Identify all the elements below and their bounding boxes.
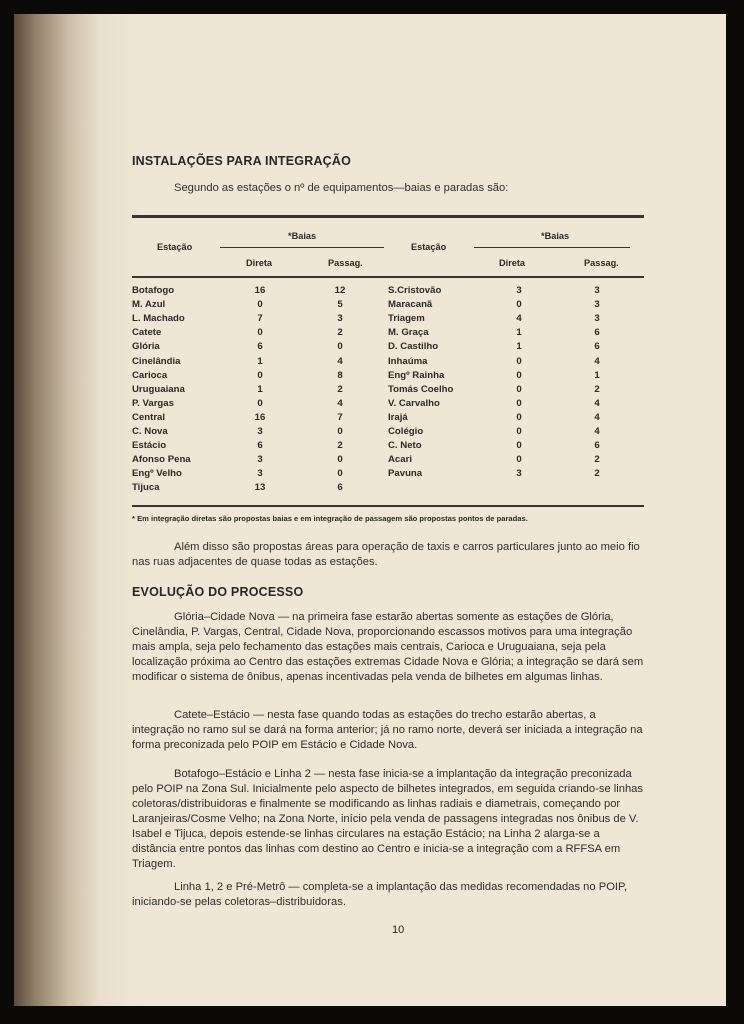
pass-value: 2 [337,440,343,452]
pass-value: 8 [337,369,343,381]
station-name: D. Castilho [388,341,439,353]
station-name: C. Nova [132,425,168,437]
pass-value: 3 [594,299,600,311]
pass-value: 0 [337,425,343,437]
header-direct-left: Direta [246,258,273,268]
pass-value: 3 [594,313,600,325]
direct-value: 0 [516,355,522,367]
direct-value: 3 [516,285,522,297]
table-row [132,326,644,340]
direct-value: 16 [254,285,266,297]
paragraph-areas: Além disso são propostas áreas para operação de taxis e carros particulares junto ao meio fio nas ruas adjacentes de quase todas as estações. [132,541,640,568]
table-top-rule [132,215,644,218]
paragraph-catete-estacio: Catete–Estácio — nesta fase quando todas as estações do trecho estarão abertas, a integração no ramo sul se dará na forma anterior; já no ramo norte, deverá ser iniciada a integração na forma preconizada pelo POIP em Estácio e Cidade Nova. [132,709,643,751]
pass-value [550,481,644,495]
pass-value: 6 [594,327,600,339]
direct-value: 7 [257,313,263,325]
station-name: L. Machado [132,313,185,325]
station-name [388,481,488,495]
direct-value: 0 [516,425,522,437]
table-row [132,481,644,495]
direct-value: 0 [257,327,263,339]
direct-value: 16 [254,411,266,423]
paragraph-linha-premetro: Linha 1, 2 e Pré-Metrô — completa-se a implantação das medidas recomendadas no POIP, iniciando-se pelas coletoras–distribuidoras. [132,881,628,908]
header-pass-left: Passag. [328,258,363,268]
station-name: Catete [132,327,162,339]
table-row [132,467,644,481]
direct-value: 4 [516,313,522,325]
direct-value: 1 [257,383,263,395]
direct-value: 0 [516,299,522,311]
pass-value: 6 [337,482,343,494]
header-pass-right: Passag. [584,258,619,268]
station-name: Tijuca [132,482,160,494]
table-row [132,312,644,326]
direct-value: 1 [257,355,263,367]
stations-table [132,284,644,495]
page-edge [726,14,744,1006]
direct-value: 0 [516,397,522,409]
table-row [132,397,644,411]
table-row [132,284,644,298]
section-title-evolution: EVOLUÇÃO DO PROCESSO [132,585,304,599]
table-row [132,411,644,425]
station-name: C. Neto [388,440,422,452]
pass-value: 4 [594,397,600,409]
direct-value: 1 [516,327,522,339]
pass-value: 4 [337,397,343,409]
table-row [132,369,644,383]
direct-value: 0 [516,440,522,452]
direct-value: 0 [516,454,522,466]
station-name: Tomás Coelho [388,383,454,395]
station-name: Inhaúma [388,355,428,367]
station-name: S.Cristovão [388,285,442,297]
pass-value: 0 [337,341,343,353]
header-baias-left: *Baias [288,231,317,241]
station-name: Uruguaiana [132,383,185,395]
direct-value: 3 [257,454,263,466]
station-name: Carioca [132,369,168,381]
direct-value: 0 [516,383,522,395]
pass-value: 2 [594,454,600,466]
table-row [132,298,644,312]
header-station-left: Estação [157,242,193,252]
pass-value: 2 [594,383,600,395]
table-row [132,383,644,397]
direct-value: 1 [516,341,522,353]
table-header-bottom-rule [132,276,644,278]
station-name: Irajá [388,411,408,423]
station-name: P. Vargas [132,397,174,409]
table-row [132,354,644,368]
pass-value: 3 [337,313,343,325]
direct-value: 0 [516,369,522,381]
table-row [132,453,644,467]
station-name: Colégio [388,425,424,437]
station-name: Glória [132,341,160,353]
pass-value: 4 [337,355,343,367]
page-number: 10 [392,924,405,936]
station-name: Engº Rainha [388,369,445,381]
station-name: Cinelândia [132,355,181,367]
paragraph-botafogo-linha2: Botafogo–Estácio e Linha 2 — nesta fase inicia-se a implantação da integração preconizada pelo POIP na Zona Sul. Inicialmente pelo aspecto de bilhetes integrados, em seguida criando-se linhas coletoras/distribuidoras e finalmente se modificando as linhas radiais e diametrais, começando por Laranjeiras/Cosme Velho; na Zona Norte, início pela venda de passagens integradas nos ônibus de V. Isabel e Tijuca, depois estende-se linhas circulares na estação Estácio; na Linha 2 alarga-se a distância entre pontos das linhas com destino ao Centro e inicia-se a integração com a RFFSA em Triagem. [132,768,644,870]
table-bottom-rule [132,505,644,507]
direct-value: 3 [257,468,263,480]
station-name: Acari [388,454,412,466]
pass-value: 1 [594,369,600,381]
station-name: Central [132,411,166,423]
station-name: M. Graça [388,327,429,339]
station-name: V. Carvalho [388,397,440,409]
station-name: Estácio [132,440,167,452]
header-baias-right: *Baias [541,231,570,241]
section-intro: Segundo as estações o nº de equipamentos—baias e paradas são: [174,182,509,194]
station-name: M. Azul [132,299,166,311]
station-name: Botafogo [132,285,175,297]
station-name: Maracanã [388,299,433,311]
table-footnote: * Em integração diretas são propostas baias e em integração de passagem são propostas pontos de paradas. [132,514,528,523]
pass-value: 5 [337,299,343,311]
pass-value: 2 [337,327,343,339]
pass-value: 4 [594,355,600,367]
station-name: Engº Velho [132,468,182,480]
pass-value: 7 [337,411,343,423]
direct-value: 0 [257,369,263,381]
pass-value: 0 [337,454,343,466]
direct-value: 0 [257,397,263,409]
direct-value: 0 [516,411,522,423]
pass-value: 3 [594,285,600,297]
direct-value: 0 [257,299,263,311]
direct-value: 3 [516,468,522,480]
subheader-rule-left [220,247,384,248]
header-station-right: Estação [411,242,447,252]
table-row [132,340,644,354]
direct-value [488,481,550,495]
pass-value: 4 [594,425,600,437]
subheader-rule-right [474,247,630,248]
section-title-integration: INSTALAÇÕES PARA INTEGRAÇÃO [132,154,352,168]
direct-value: 6 [257,341,263,353]
header-direct-right: Direta [499,258,526,268]
pass-value: 6 [594,341,600,353]
station-name: Afonso Pena [132,454,191,466]
direct-value: 3 [257,425,263,437]
pass-value: 12 [334,285,346,297]
table-row [132,439,644,453]
pass-value: 6 [594,440,600,452]
direct-value: 6 [257,440,263,452]
direct-value: 13 [254,482,266,494]
pass-value: 0 [337,468,343,480]
table-row [132,425,644,439]
station-name: Pavuna [388,468,423,480]
paragraph-gloria-cidade-nova: Glória–Cidade Nova — na primeira fase estarão abertas somente as estações de Glória, Cinelândia, P. Vargas, Central, Cidade Nova, proporcionando escassos motivos para uma integração mais ampla, seja pelo fechamento das estações mais centrais, Carioca e Uruguaiana, seja pela localização próxima ao Centro das estações extremas Cidade Nova e Glória; a integração se dará sem modificar o sistema de ônibus, apenas incentivadas pela venda de bilhetes em algumas linhas. [132,611,644,683]
station-name: Triagem [388,313,425,325]
pass-value: 2 [337,383,343,395]
pass-value: 2 [594,468,600,480]
pass-value: 4 [594,411,600,423]
